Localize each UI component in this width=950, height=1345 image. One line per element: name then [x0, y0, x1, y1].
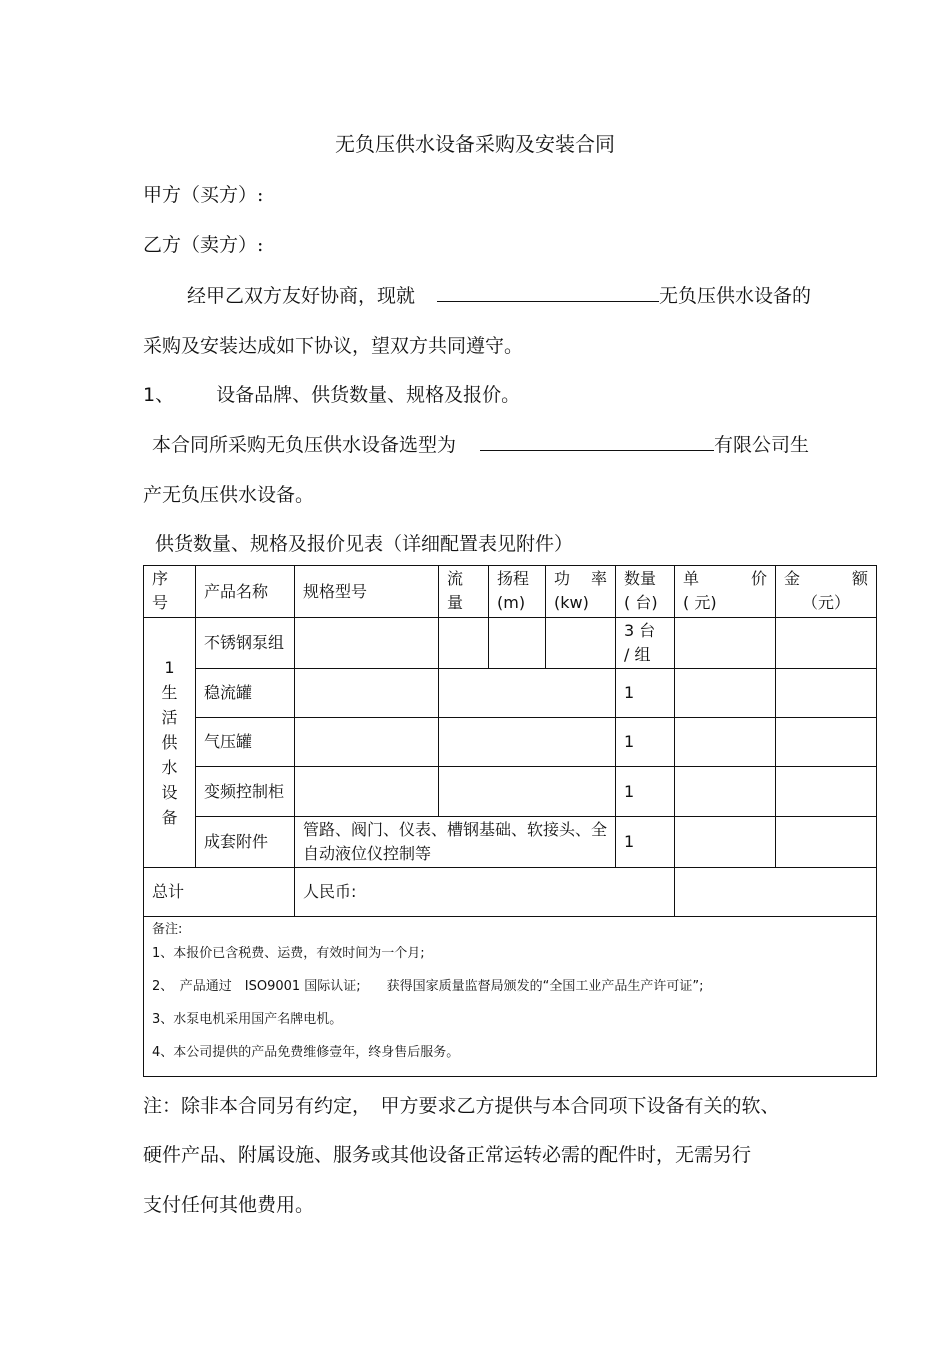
table-row: [144, 669, 877, 718]
table-row: [144, 767, 877, 817]
row-product-name: 不锈钢泵组: [196, 618, 295, 669]
model-text-after-blank: 有限公司生: [714, 434, 810, 456]
row-unit-price-cell: [675, 669, 776, 718]
header-unit-price: 单 价 ( 元): [675, 566, 776, 618]
header-seq: 序 号: [144, 566, 196, 618]
row-spec-cell: [295, 618, 439, 669]
row-amount-cell: [776, 767, 877, 817]
group-label-domestic-water-equipment: 1 生 活 供 水 设 备: [144, 618, 196, 868]
header-product-name: 产品名称: [196, 566, 295, 618]
row-head-cell: [489, 618, 546, 669]
header-spec-model: 规格型号: [295, 566, 439, 618]
header-head: 扬程 (m): [489, 566, 546, 618]
footer-note-line2: 硬件产品、附属设施、服务或其他设备正常运转必需的配件时，无需另行: [143, 1144, 752, 1166]
footer-note-line1: 注：除非本合同另有约定， 甲方要求乙方提供与本合同项下设备有关的软、: [143, 1095, 780, 1117]
row-power-cell: [546, 618, 616, 669]
header-amount: 金 额 （元）: [776, 566, 877, 618]
row-product-name: 稳流罐: [196, 669, 295, 718]
section-1-number: 1、: [143, 384, 175, 406]
row-quantity: 1: [616, 817, 675, 868]
header-flow: 流 量: [439, 566, 489, 618]
party-a-label: 甲方（买方）:: [143, 184, 264, 206]
party-b-label: 乙方（卖方）:: [143, 234, 264, 256]
row-product-name: 变频控制柜: [196, 767, 295, 817]
table-row: [144, 718, 877, 767]
table-header-row: [144, 566, 877, 618]
row-quantity: 1: [616, 767, 675, 817]
section-1-title: 设备品牌、供货数量、规格及报价。: [216, 384, 521, 406]
row-unit-price-cell: [675, 718, 776, 767]
footer-note-line3: 支付任何其他费用。: [143, 1194, 315, 1216]
note-item: 2、 产品通过 ISO9001 国际认证; 获得国家质量监督局颁发的“全国工业产品生产许可证”;: [152, 979, 704, 994]
row-unit-price-cell: [675, 767, 776, 817]
row-spec-cell: [295, 767, 439, 817]
total-label: 总计: [144, 868, 295, 917]
row-flow-cell: [439, 618, 489, 669]
row-unit-price-cell: [675, 618, 776, 669]
notes-cell: [144, 917, 877, 1077]
row-spec-cell: [295, 718, 439, 767]
row-unit-price-cell: [675, 817, 776, 868]
header-power: 功 率 (kw): [546, 566, 616, 618]
product-name-blank: [437, 283, 659, 302]
row-spec-accessories: 管路、阀门、仪表、槽钢基础、软接头、全自动液位仪控制等: [295, 817, 616, 868]
quotation-table: [143, 565, 877, 1077]
intro-text-before-blank: 经甲乙双方友好协商，现就: [187, 285, 416, 307]
model-paragraph-line2: 产无负压供水设备。: [143, 484, 315, 506]
row-product-name: 成套附件: [196, 817, 295, 868]
document-title: 无负压供水设备采购及安装合同: [335, 132, 615, 156]
rmb-label: 人民币:: [295, 868, 675, 917]
intro-text-after-blank: 无负压供水设备的: [659, 285, 812, 307]
model-text-before-blank: 本合同所采购无负压供水设备选型为: [152, 434, 457, 456]
row-quantity: 1: [616, 669, 675, 718]
total-amount-cell: [675, 868, 877, 917]
intro-paragraph-line1: [187, 281, 811, 308]
manufacturer-blank: [480, 432, 714, 451]
row-amount-cell: [776, 718, 877, 767]
table-row: [144, 618, 877, 669]
intro-paragraph-line2: 采购及安装达成如下协议，望双方共同遵守。: [143, 335, 524, 357]
notes-title: 备注:: [152, 922, 183, 937]
row-product-name: 气压罐: [196, 718, 295, 767]
row-merged-cell: [439, 718, 616, 767]
table-notes-row: [144, 917, 877, 1077]
row-amount-cell: [776, 669, 877, 718]
row-spec-cell: [295, 669, 439, 718]
header-quantity: 数量 ( 台): [616, 566, 675, 618]
model-paragraph-line1: [152, 430, 809, 457]
note-item: 4、本公司提供的产品免费维修壹年，终身售后服务。: [152, 1045, 460, 1060]
table-total-row: [144, 868, 877, 917]
row-merged-cell: [439, 767, 616, 817]
row-quantity: 1: [616, 718, 675, 767]
note-item: 1、本报价已含税费、运费，有效时间为一个月;: [152, 946, 425, 961]
note-item: 3、水泵电机采用国产名牌电机。: [152, 1012, 343, 1027]
row-amount-cell: [776, 817, 877, 868]
table-caption: 供货数量、规格及报价见表（详细配置表见附件）: [155, 533, 574, 555]
row-quantity: 3 台 / 组: [616, 618, 675, 669]
row-merged-cell: [439, 669, 616, 718]
row-amount-cell: [776, 618, 877, 669]
table-row: [144, 817, 877, 868]
section-1-heading: [143, 380, 520, 407]
